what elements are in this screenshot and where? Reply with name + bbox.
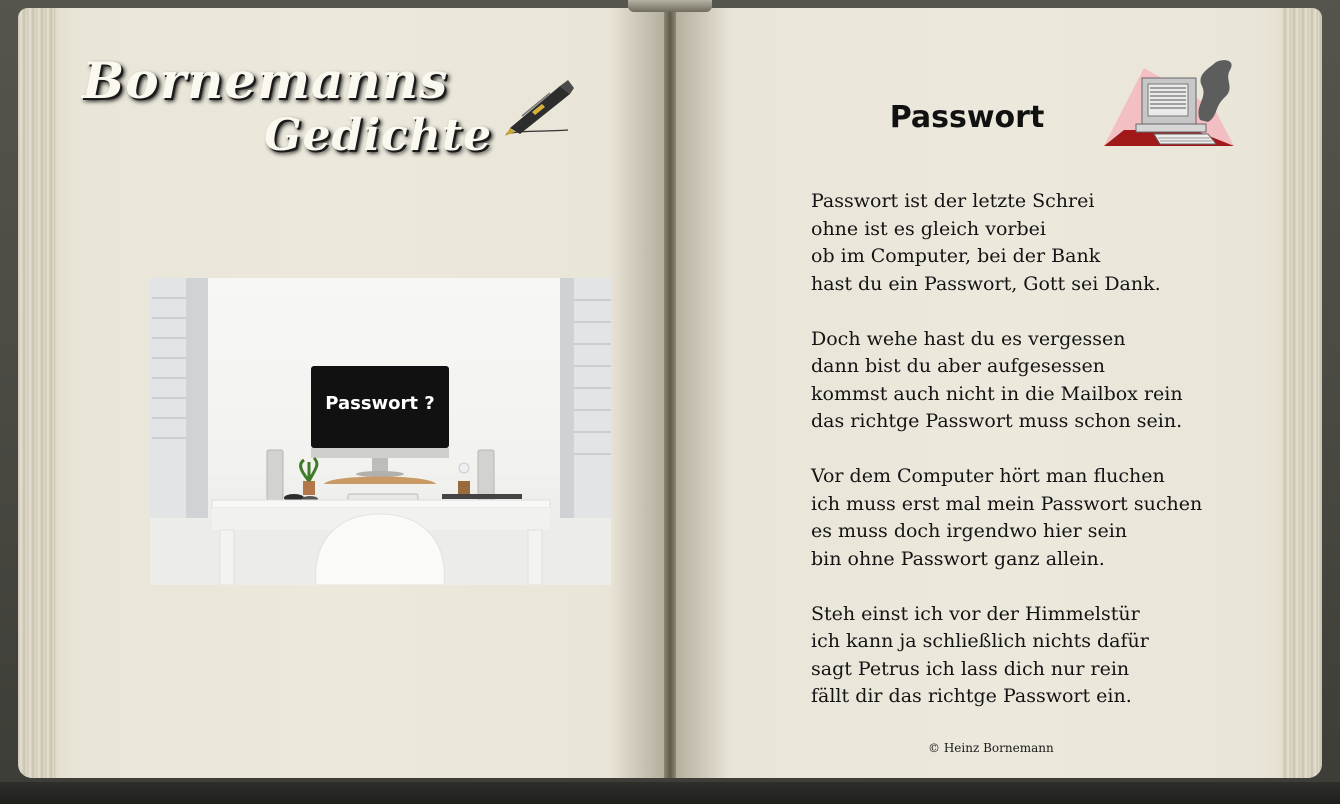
book-cover-edge: [0, 782, 1340, 804]
gutter-shadow: [670, 8, 730, 778]
poem-line: fällt dir das richtge Passwort ein.: [811, 685, 1132, 707]
logo-line-2: Gedichte: [264, 110, 493, 161]
poem-line: ob im Computer, bei der Bank: [811, 245, 1101, 267]
poem-line: hast du ein Passwort, Gott sei Dank.: [811, 272, 1161, 295]
book-spine: [664, 8, 676, 778]
desk-photo: [150, 278, 611, 585]
poem-line: Doch wehe hast du es vergessen: [811, 327, 1126, 350]
poem-stanza: [811, 326, 1202, 436]
poem-title: Passwort: [889, 100, 1045, 135]
poem-line: das richtge Passwort muss schon sein.: [811, 410, 1183, 432]
book-clip: [628, 0, 712, 12]
gutter-shadow: [610, 8, 670, 778]
site-logo[interactable]: [82, 51, 493, 161]
fountain-pen-icon: [502, 76, 576, 138]
smoking-computer-icon: [1104, 58, 1244, 150]
poem-line: ohne ist es gleich vorbei: [811, 217, 1046, 240]
monitor-screen-text: Passwort ?: [325, 393, 435, 414]
page-edges: [18, 8, 58, 778]
poem-line: ich muss erst mal mein Passwort suchen: [811, 492, 1203, 515]
poem-line: bin ohne Passwort ganz allein.: [811, 547, 1105, 570]
desk-scene: [150, 278, 611, 585]
poem-line: kommst auch nicht in die Mailbox rein: [811, 382, 1183, 405]
poem-body: [811, 188, 1202, 738]
poem-stanza: [811, 188, 1202, 298]
poem-line: es muss doch irgendwo hier sein: [811, 520, 1128, 542]
poem-stanza: [811, 601, 1202, 711]
poem-line: Passwort ist der letzte Schrei: [811, 190, 1095, 212]
poem-stanza: [811, 463, 1202, 573]
poem-line: Steh einst ich vor der Himmelstür: [811, 602, 1140, 625]
poem-line: Vor dem Computer hört man fluchen: [811, 465, 1165, 487]
copyright-notice: © Heinz Bornemann: [928, 741, 1054, 755]
poem-line: sagt Petrus ich lass dich nur rein: [811, 657, 1130, 680]
logo-line-1: Bornemanns: [82, 51, 449, 110]
page-edges: [1282, 8, 1322, 778]
poem-line: dann bist du aber aufgesessen: [811, 355, 1105, 377]
poem-line: ich kann ja schließlich nichts dafür: [811, 630, 1149, 652]
